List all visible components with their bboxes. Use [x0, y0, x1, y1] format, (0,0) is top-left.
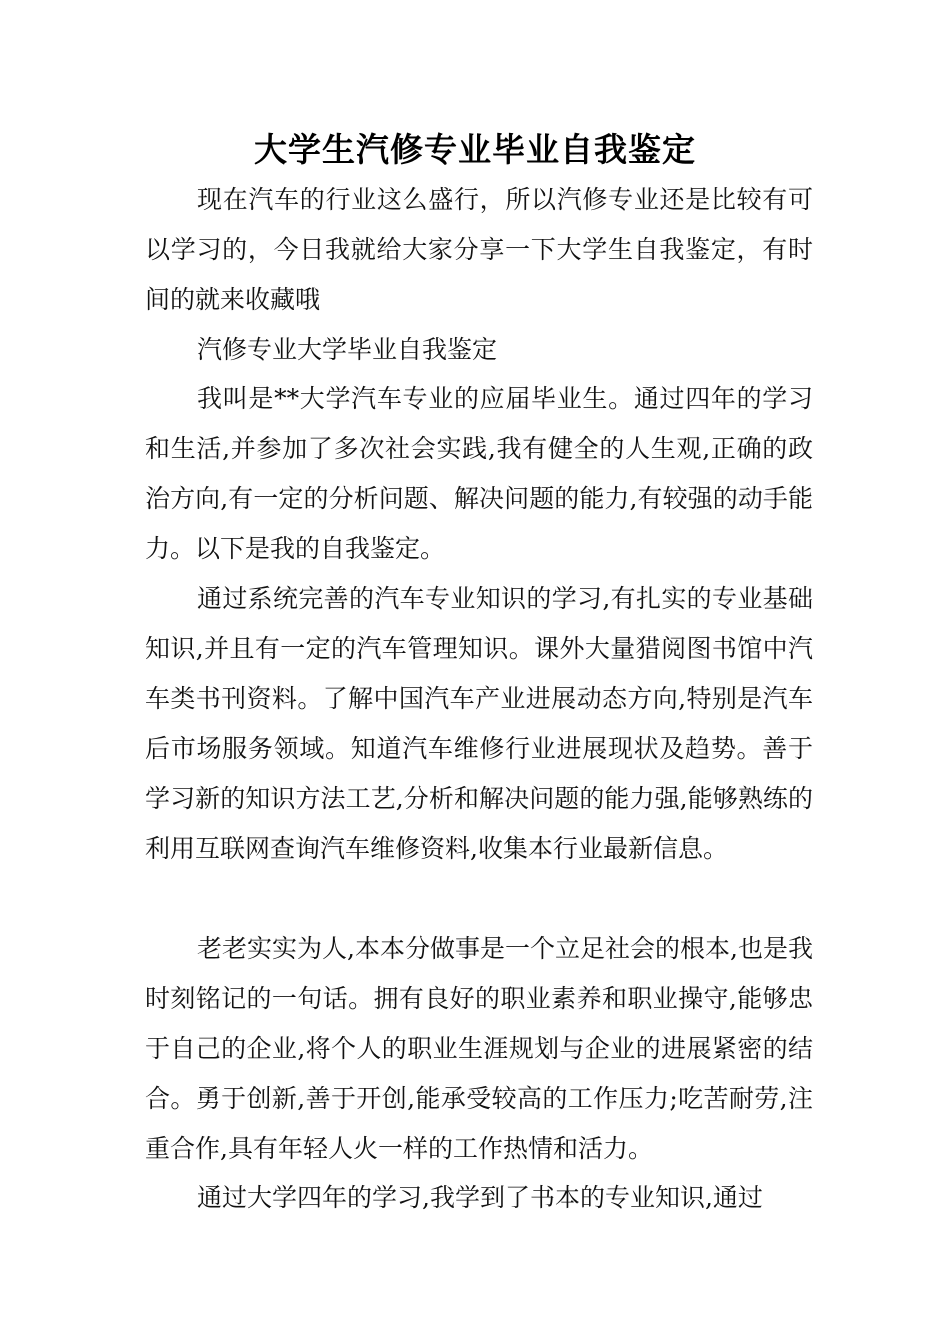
intro-paragraph: 现在汽车的行业这么盛行，所以汽修专业还是比较有可以学习的，今日我就给大家分享一下大学生自我鉴定，有时间的就来收藏哦 — [145, 185, 813, 314]
body-paragraph-4: 通过大学四年的学习,我学到了书本的专业知识,通过 — [197, 1183, 763, 1212]
document-title: 大学生汽修专业毕业自我鉴定 — [254, 130, 696, 169]
section-subtitle: 汽修专业大学毕业自我鉴定 — [197, 335, 498, 364]
body-paragraph-2: 通过系统完善的汽车专业知识的学习,有扎实的专业基础知识,并且有一定的汽车管理知识。课外大量猎阅图书馆中汽车类书刊资料。了解中国汽车产业进展动态方向,特别是汽车后市场服务领域。知道汽车维修行业进展现状及趋势。善于学习新的知识方法工艺,分析和解决问题的能力强,能够熟练的利用互联网查询汽车维修资料,收集本行业最新信息。 — [145, 584, 813, 863]
body-paragraph-1: 我叫是**大学汽车专业的应届毕业生。通过四年的学习和生活,并参加了多次社会实践,我有健全的人生观,正确的政治方向,有一定的分析问题、解决问题的能力,有较强的动手能力。以下是我的自我鉴定。 — [145, 384, 813, 563]
body-paragraph-3: 老老实实为人,本本分做事是一个立足社会的根本,也是我时刻铭记的一句话。拥有良好的职业素养和职业操守,能够忠于自己的企业,将个人的职业生涯规划与企业的进展紧密的结合。勇于创新,善于开创,能承受较高的工作压力;吃苦耐劳,注重合作,具有年轻人火一样的工作热情和活力。 — [145, 934, 813, 1163]
